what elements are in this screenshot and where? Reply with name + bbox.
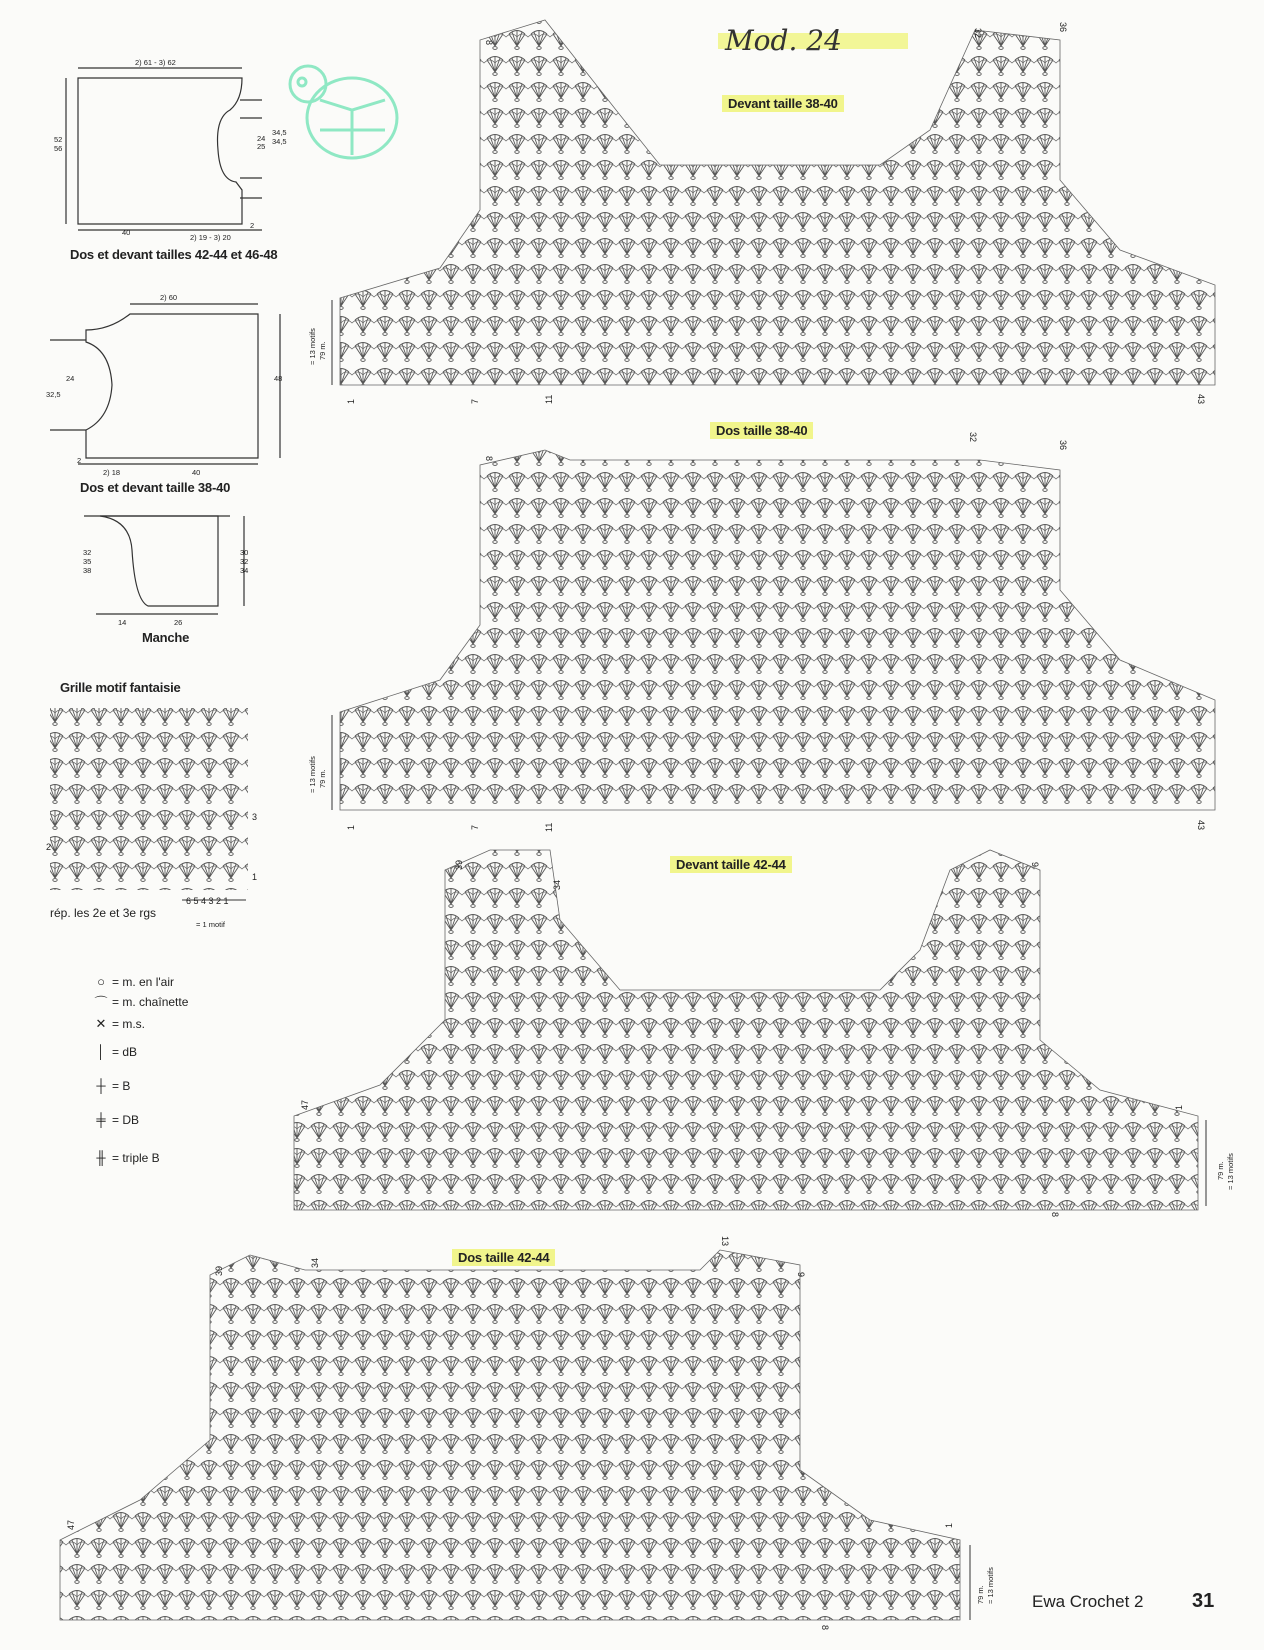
schematic2-top: 2) 60 bbox=[160, 293, 178, 302]
grille-stitch-numbers: 6 5 4 3 2 1 bbox=[186, 896, 229, 906]
legend-single bbox=[94, 1016, 145, 1032]
chart2-num-8: 8 bbox=[484, 456, 494, 462]
chart-dos-3840-title: Dos taille 38-40 bbox=[710, 422, 813, 439]
chart2-side-stitches: 79 m. bbox=[318, 769, 327, 788]
page-number: 31 bbox=[1192, 1590, 1215, 1612]
handwritten-model-label: Mod. 24 bbox=[725, 24, 842, 57]
grille-row-1: 1 bbox=[252, 872, 258, 882]
schematic1-left-a: 52 bbox=[54, 135, 63, 144]
chart4-num-8: 8 bbox=[820, 1625, 830, 1631]
chart1-side-stitches: 79 m. bbox=[318, 341, 327, 360]
grille-motif-note: = 1 motif bbox=[196, 920, 225, 929]
schematic2-bottom-b: 2) 18 bbox=[103, 468, 121, 477]
legend-label: = m.s. bbox=[112, 1017, 146, 1031]
manche-bottom-a: 14 bbox=[118, 618, 127, 627]
chart2-num-36: 36 bbox=[1058, 440, 1068, 451]
chart2-num-1: 1 bbox=[346, 824, 356, 830]
chart2-num-43: 43 bbox=[1196, 820, 1206, 831]
chart3-side-stitches: 79 m. bbox=[1216, 1161, 1225, 1180]
schematic1-arm-right-a: 34,5 bbox=[272, 128, 287, 137]
legend-label: = triple B bbox=[112, 1150, 160, 1165]
legend-label: = B bbox=[112, 1078, 131, 1093]
manche-right-b: 32 bbox=[240, 557, 249, 566]
grille-row-2: 2 bbox=[46, 842, 52, 852]
chart3-side-motifs: = 13 motifs bbox=[1226, 1153, 1235, 1190]
legend-half-double bbox=[94, 1044, 137, 1059]
chart4-side-stitches: 79 m. bbox=[976, 1585, 985, 1604]
chart3-num-1: 1 bbox=[1174, 1104, 1184, 1110]
schematic1-title: Dos et devant tailles 42-44 et 46-48 bbox=[70, 247, 278, 262]
schematic2-bottom-c: 40 bbox=[192, 468, 201, 477]
schematic2-arm: 24 bbox=[66, 374, 75, 383]
legend-label: = m. en l'air bbox=[112, 974, 174, 989]
legend-chain bbox=[94, 974, 174, 989]
schematic2-bottom-a: 2 bbox=[77, 456, 82, 465]
legend-label: = DB bbox=[112, 1112, 140, 1127]
chart1-num-7: 7 bbox=[470, 398, 480, 404]
schematic1-arm-b: 25 bbox=[257, 142, 266, 151]
single-crochet-icon: ✕ bbox=[95, 1016, 107, 1031]
chart4-num-34: 34 bbox=[310, 1257, 320, 1268]
chart1-num-32: 32 bbox=[973, 28, 983, 39]
schematic2-title: Dos et devant taille 38-40 bbox=[80, 480, 231, 495]
chart1-num-43: 43 bbox=[1196, 394, 1206, 405]
chart-dos-4244-title: Dos taille 42-44 bbox=[452, 1249, 555, 1266]
grille-repeat-note: rép. les 2e et 3e rgs bbox=[50, 906, 157, 920]
grille-title: Grille motif fantaisie bbox=[60, 680, 181, 695]
chart1-num-36: 36 bbox=[1058, 22, 1068, 33]
double-crochet-icon: ┼ bbox=[96, 1078, 106, 1093]
chart4-num-13: 13 bbox=[720, 1236, 730, 1247]
manche-title: Manche bbox=[142, 630, 190, 645]
chart1-num-1: 1 bbox=[346, 398, 356, 404]
manche-right-c: 34 bbox=[240, 566, 249, 575]
schematic2-left: 32,5 bbox=[46, 390, 61, 399]
schematic1-bottom-left: 40 bbox=[122, 228, 131, 237]
schematic1-bottom-right: 2 bbox=[250, 221, 255, 230]
manche-left-b: 35 bbox=[83, 557, 92, 566]
chart4-num-1: 1 bbox=[944, 1522, 954, 1528]
chain-oval-icon: ○ bbox=[97, 974, 105, 989]
chart-devant-4244-title: Devant taille 42-44 bbox=[670, 856, 792, 873]
chart1-num-11: 11 bbox=[544, 394, 554, 404]
schematic1-arm-right-b: 34,5 bbox=[272, 137, 287, 146]
treble-crochet-icon: ╪ bbox=[96, 1112, 106, 1127]
chart4-num-39: 39 bbox=[214, 1265, 224, 1276]
chart3-num-8: 8 bbox=[1050, 1212, 1060, 1218]
slip-stitch-icon: ⌒ bbox=[94, 995, 108, 1010]
chart2-num-7: 7 bbox=[470, 824, 480, 830]
legend-double bbox=[94, 1078, 130, 1093]
chart4-side-motifs: = 13 motifs bbox=[986, 1567, 995, 1604]
schematic1-top: 2) 61 - 3) 62 bbox=[135, 58, 176, 67]
chart3-num-34: 34 bbox=[552, 879, 562, 890]
half-double-icon: │ bbox=[96, 1044, 106, 1059]
schematic2-right: 48 bbox=[274, 374, 283, 383]
triple-treble-icon: ╫ bbox=[96, 1150, 106, 1165]
magazine-name: Ewa Crochet 2 bbox=[1032, 1592, 1144, 1611]
manche-bottom-b: 26 bbox=[174, 618, 183, 627]
chart2-num-11: 11 bbox=[544, 822, 554, 832]
chart1-side-motifs: = 13 motifs bbox=[308, 328, 317, 365]
manche-right-a: 30 bbox=[240, 548, 249, 557]
legend-treble bbox=[94, 1112, 139, 1127]
chart4-num-9: 9 bbox=[796, 1272, 806, 1278]
grille-row-3: 3 bbox=[252, 812, 258, 822]
chart-devant-3840-title: Devant taille 38-40 bbox=[722, 95, 844, 112]
manche-left-a: 32 bbox=[83, 548, 92, 557]
chart1-num-8: 8 bbox=[484, 40, 494, 46]
turtle-sticker-icon bbox=[290, 66, 397, 158]
manche-left-c: 38 bbox=[83, 566, 92, 575]
chart3-num-39: 39 bbox=[454, 859, 464, 870]
chart2-num-32: 32 bbox=[968, 432, 978, 443]
schematic1-left-b: 56 bbox=[54, 144, 63, 153]
legend-label: = dB bbox=[112, 1044, 138, 1059]
legend-slip bbox=[94, 992, 188, 1011]
legend-triple bbox=[94, 1150, 160, 1165]
schematic1-bottom-mid: 2) 19 - 3) 20 bbox=[190, 233, 231, 242]
schematic1-arm-a: 24 bbox=[257, 134, 266, 143]
chart4-num-47: 47 bbox=[66, 1519, 76, 1530]
chart3-num-9: 9 bbox=[1030, 862, 1040, 868]
legend-label: = m. chaînette bbox=[112, 994, 189, 1009]
chart2-side-motifs: = 13 motifs bbox=[308, 756, 317, 793]
chart3-num-47: 47 bbox=[300, 1099, 310, 1110]
